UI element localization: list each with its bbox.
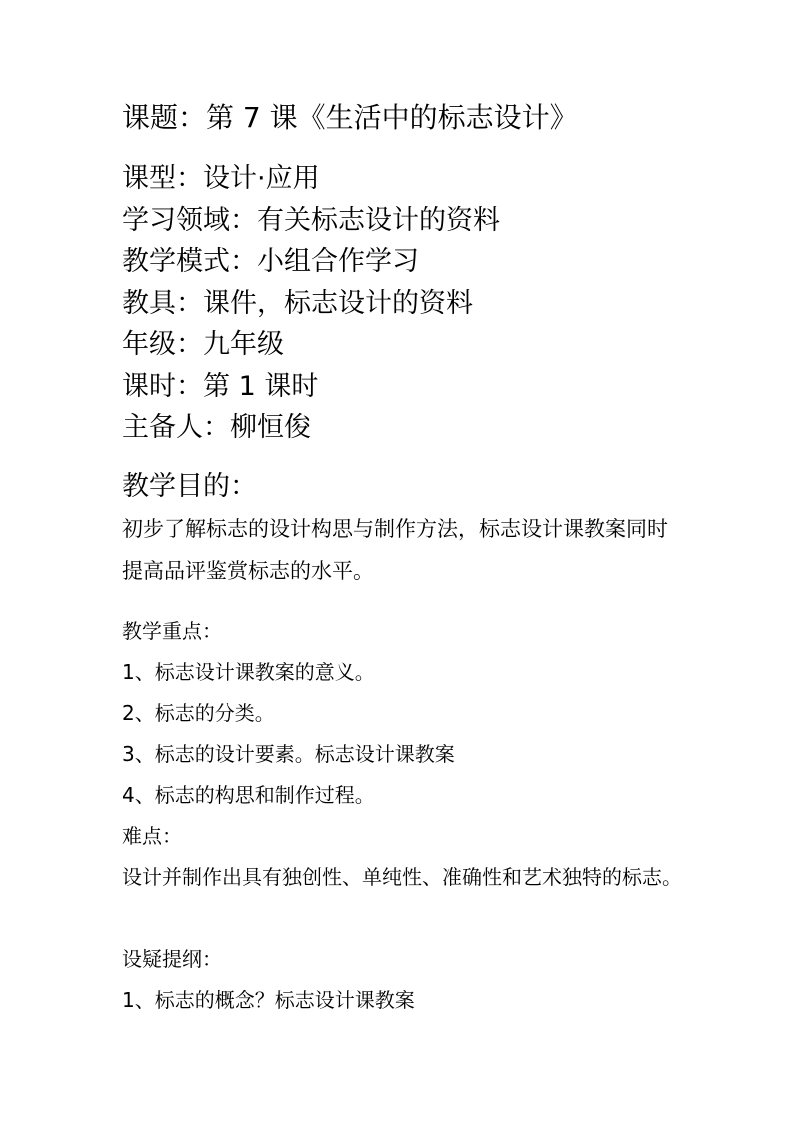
goal-text: 初步了解标志的设计构思与制作方法，标志设计课教案同时提高品评鉴赏标志的水平。 (122, 517, 668, 583)
info-learning-area: 学习领域：有关标志设计的资料 (122, 204, 500, 236)
focus-item: 1、标志设计课教案的意义。 (122, 660, 375, 684)
focus-item: 3、标志的设计要素。标志设计课教案 (122, 742, 455, 766)
info-teaching-mode: 教学模式：小组合作学习 (122, 246, 419, 277)
info-lead-preparer: 主备人：柳恒俊 (122, 412, 311, 443)
info-lesson-type: 课型：设计·应用 (122, 163, 320, 194)
info-grade: 年级：九年级 (122, 329, 284, 360)
info-class-hours: 课时：第 1 课时 (122, 370, 319, 402)
questions-section (122, 939, 682, 1021)
focus-item: 4、标志的构思和制作过程。 (122, 783, 375, 807)
difficulty-section (122, 816, 682, 857)
goal-heading: 教学目的： (122, 471, 257, 502)
focus-section (122, 611, 682, 816)
lesson-title: 课题：第 7 课《生活中的标志设计》 (122, 101, 578, 134)
question-item: 1、标志的概念？标志设计课教案 (122, 988, 415, 1012)
difficulty-text: 设计并制作出具有独创性、单纯性、准确性和艺术独特的标志。 (122, 865, 682, 889)
lesson-info-list (122, 158, 500, 449)
questions-heading: 设疑提纲： (122, 947, 222, 971)
info-teaching-aids: 教具：课件，标志设计的资料 (122, 287, 473, 319)
difficulty-heading: 难点： (122, 824, 182, 848)
focus-item: 2、标志的分类。 (122, 701, 275, 725)
focus-heading: 教学重点： (122, 619, 222, 643)
